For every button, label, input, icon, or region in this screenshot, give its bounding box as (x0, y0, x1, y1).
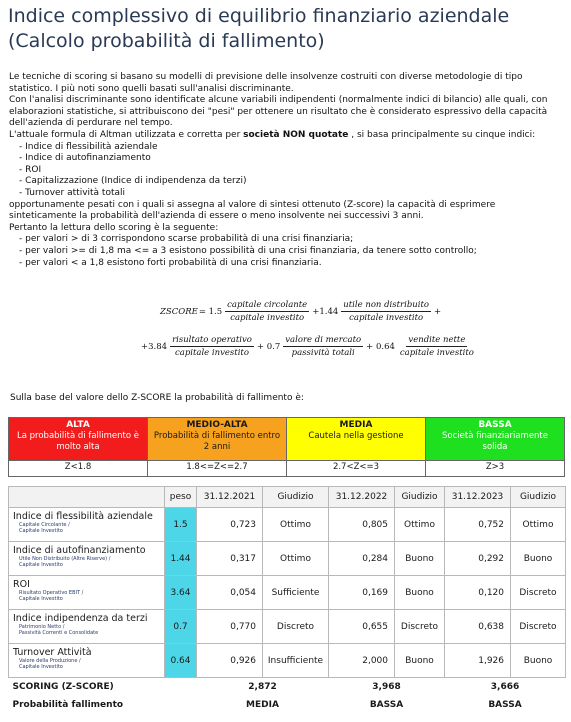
table-row (9, 508, 566, 542)
value-cell: 0,317 (197, 542, 263, 576)
intro-paragraph-3 (9, 130, 557, 142)
formula-fraction: $\frac{\text{capitale circolante}}{\text{capitale investito}}$ (227, 300, 308, 323)
column-header (9, 487, 165, 508)
risk-legend-table (8, 417, 565, 477)
weight-cell: 1.5 (165, 508, 197, 542)
zscore-formula (140, 300, 474, 360)
weight-cell: 0.64 (165, 644, 197, 678)
column-header: 31.12.2022 (329, 487, 395, 508)
legend-range: 2.7<Z<=3 (287, 461, 426, 477)
legend-range: 1.8<=Z<=2.7 (148, 461, 287, 477)
value-cell: 0,805 (329, 508, 395, 542)
rating-cell: Sufficiente (263, 576, 329, 610)
table-row (9, 542, 566, 576)
legend-cell-alta: ALTA La probabilità di fallimento è molto alta (9, 418, 148, 461)
value-cell: 0,770 (197, 610, 263, 644)
weight-cell: 3.64 (165, 576, 197, 610)
indicator-name: ROI Risultato Operativo EBIT / Capitale Investito (9, 576, 165, 610)
weight-cell: 0.7 (165, 610, 197, 644)
value-cell: 0,292 (445, 542, 511, 576)
rating-cell: Buono (395, 644, 445, 678)
probability-row (9, 696, 566, 714)
formula-fraction: $\frac{\text{risultato operativo}}{\text{capitale investito}}$ (172, 335, 252, 358)
score-value: 3,968 (372, 682, 401, 692)
rating-cell: Buono (395, 542, 445, 576)
index-list-item: - Indice di flessibilità aziendale (19, 141, 158, 152)
rating-cell: Buono (511, 644, 566, 678)
legend-cell-medio-alta: MEDIO-ALTA Probabilità di fallimento entro 2 anni (148, 418, 287, 461)
reading-item: - per valori >= di 1,8 ma <= a 3 esistono possibilità di una crisi finanziaria, da tenere sotto controllo; (19, 245, 477, 256)
index-list-item: - ROI (19, 164, 42, 175)
value-cell: 2,000 (329, 644, 395, 678)
value-cell: 0,926 (197, 644, 263, 678)
indicator-name: Indice di flessibilità aziendale Capitale Circolante / Capitale Investito (9, 508, 165, 542)
value-cell: 0,655 (329, 610, 395, 644)
rating-cell: Insufficiente (263, 644, 329, 678)
value-cell: 0,752 (445, 508, 511, 542)
index-list-item: - Capitalizzazione (Indice di indipendenza da terzi) (19, 176, 247, 187)
formula-coef: + 0.7 (256, 341, 281, 352)
value-cell: 0,169 (329, 576, 395, 610)
reading-item: - per valori > di 3 corrispondono scarse probabilità di una crisi finanziaria; (19, 234, 354, 245)
intro-paragraph-2: Con l'analisi discriminante sono identificate alcune variabili indipendenti (normalmente indici di bilancio) alle quali, con elaborazioni statistiche, si attribuiscono dei "pesi" per ottenere un risultato che è considerato espressivo della capacità dell'azienda di perdurare nel tempo. (9, 95, 548, 129)
rating-cell: Discreto (511, 610, 566, 644)
column-header: Giudizio (511, 487, 566, 508)
formula-coef: +1.44 (312, 306, 339, 317)
rating-cell: Buono (395, 576, 445, 610)
column-header: peso (165, 487, 197, 508)
probability-value: MEDIA (246, 700, 279, 710)
page-title (8, 4, 563, 54)
indicator-name: Indice indipendenza da terzi Patrimonio Netto / Passività Correnti e Consolidate (9, 610, 165, 644)
formula-line-2 (140, 335, 478, 358)
intro-text (9, 72, 557, 269)
rating-cell: Discreto (511, 576, 566, 610)
intro-p3-tail: , si basa principalmente su cinque indici: (348, 129, 536, 140)
value-cell: 0,120 (445, 576, 511, 610)
index-list-item: - Indice di autofinanziamento (19, 153, 151, 164)
column-header: 31.12.2021 (197, 487, 263, 508)
risk-caption: Sulla base del valore dello Z-SCORE la probabilità di fallimento è: (10, 393, 304, 403)
formula-coef: + 0.64 (366, 341, 395, 352)
rating-cell: Ottimo (263, 542, 329, 576)
score-value: 2,872 (248, 682, 277, 692)
rating-cell: Ottimo (395, 508, 445, 542)
table-row (9, 644, 566, 678)
scoring-row (9, 678, 566, 697)
value-cell: 1,926 (445, 644, 511, 678)
value-cell: 0,723 (197, 508, 263, 542)
column-header: 31.12.2023 (445, 487, 511, 508)
intro-paragraph-1: Le tecniche di scoring si basano su modelli di previsione delle insolvenze costruiti con diverse metodologie di tipo statistico. I più noti sono quelli basati sull'analisi discriminante. (9, 72, 523, 94)
intro-paragraph-5: Pertanto la lettura dello scoring è la seguente: (9, 222, 219, 233)
formula-coef: = 1.5 (198, 306, 223, 317)
formula-fraction: $\frac{\text{vendite nette}}{\text{capitale investito}}$ (399, 335, 474, 358)
intro-p3-text: L'attuale formula di Altman utilizzata e corretta per (9, 129, 244, 140)
legend-cell-media: MEDIA Cautela nella gestione (287, 418, 426, 461)
formula-fraction: $\frac{\text{valore di mercato}}{\text{passività totali}}$ (285, 335, 362, 358)
intro-paragraph-4: opportunamente pesati con i quali si assegna al valore di sintesi ottenuto (Z-score) la capacità di esprimere sinteticamente la probabilità dell'azienda di essere o meno insolvente nei successivi 3 anni. (9, 199, 496, 222)
column-header: Giudizio (263, 487, 329, 508)
indicator-name: Indice di autofinanziamento Utile Non Distribuito (Altre Riserve) / Capitale Investito (9, 542, 165, 576)
scoring-label: SCORING (Z-SCORE) (12, 682, 114, 692)
indicator-name: Turnover Attività Valore della Produzione / Capitale Investito (9, 644, 165, 678)
legend-range: Z<1.8 (9, 461, 148, 477)
index-list-item: - Turnover attività totali (19, 187, 126, 198)
value-cell: 0,638 (445, 610, 511, 644)
reading-item: - per valori < a 1,8 esistono forti probabilità di una crisi finanziaria. (19, 257, 322, 268)
score-value: 3,666 (490, 682, 520, 692)
legend-cell-bassa: BASSA Società finanziariamente solida (426, 418, 565, 461)
formula-fraction: $\frac{\text{utile non distribuito}}{\text{capitale investito}}$ (343, 300, 429, 323)
table-row (9, 610, 566, 644)
rating-cell: Ottimo (511, 508, 566, 542)
rating-cell: Ottimo (263, 508, 329, 542)
rating-cell: Discreto (395, 610, 445, 644)
intro-p3-bold: società NON quotate (243, 129, 349, 140)
table-header-row (9, 487, 566, 508)
formula-lhs: ZSCORE (160, 306, 198, 317)
formula-line-1 (160, 300, 442, 323)
formula-coef: +3.84 (141, 341, 168, 352)
rating-cell: Buono (511, 542, 566, 576)
rating-cell: Discreto (263, 610, 329, 644)
title-line-1: Indice complessivo di equilibrio finanziario aziendale (8, 5, 510, 27)
probability-value: BASSA (488, 700, 522, 710)
formula-plus: + (434, 306, 442, 317)
column-header: Giudizio (395, 487, 445, 508)
legend-range: Z>3 (426, 461, 565, 477)
zscore-table (8, 486, 566, 714)
title-line-2: (Calcolo probabilità di fallimento) (8, 30, 325, 52)
probability-value: BASSA (369, 700, 404, 710)
table-row (9, 576, 566, 610)
value-cell: 0,284 (329, 542, 395, 576)
probability-label: Probabilità fallimento (12, 700, 124, 710)
value-cell: 0,054 (197, 576, 263, 610)
weight-cell: 1.44 (165, 542, 197, 576)
